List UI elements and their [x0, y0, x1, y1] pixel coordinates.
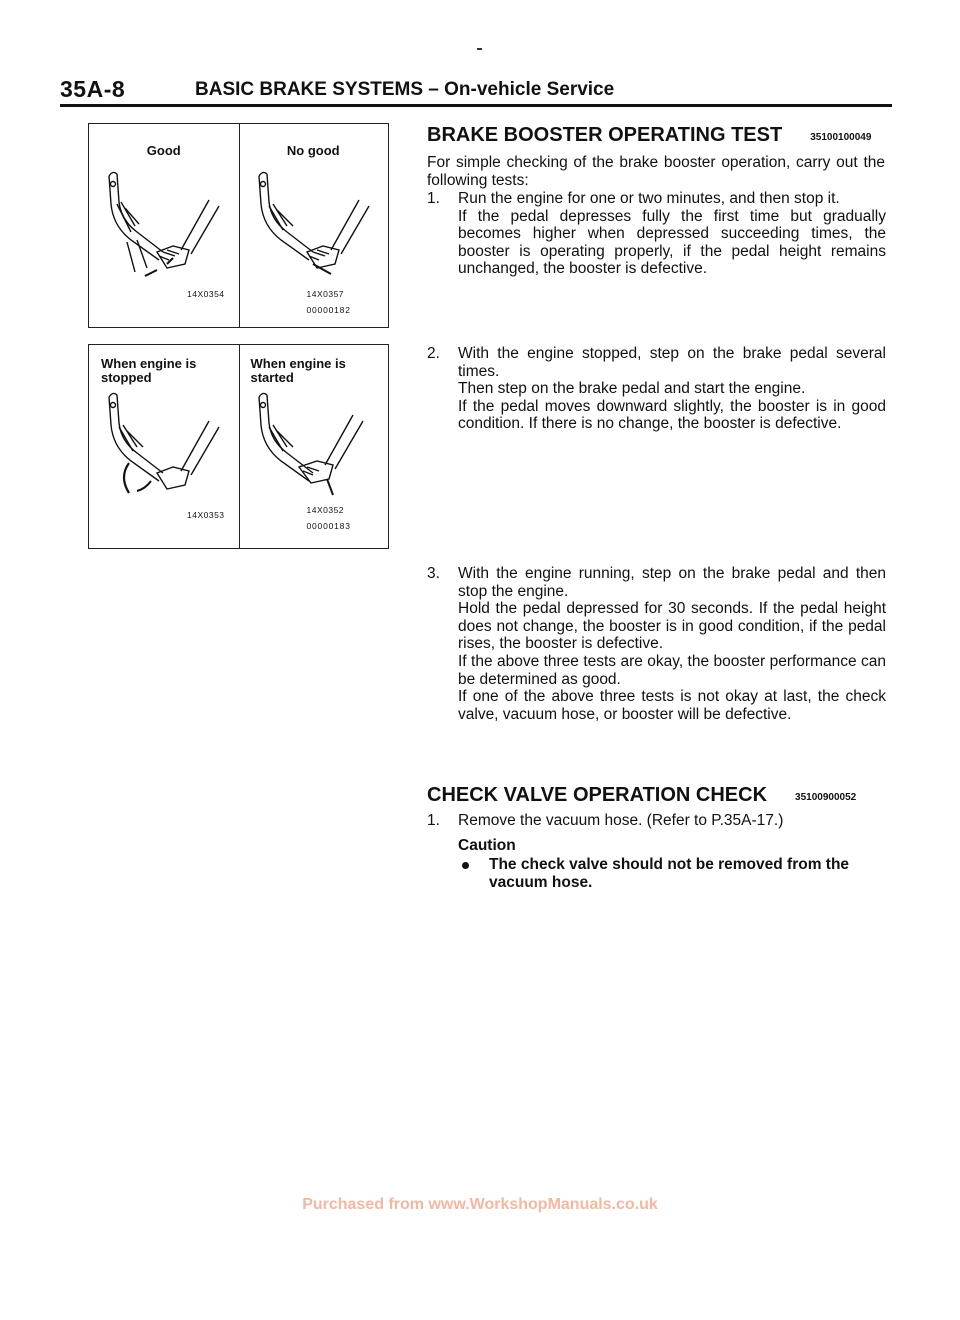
panel-engine-started: [239, 345, 389, 548]
panel-label: When engine is started: [250, 356, 346, 385]
figure-code: 14X0352: [306, 505, 345, 515]
panel-label: When engine is stopped: [101, 356, 197, 385]
panel-no-good: [239, 124, 389, 327]
figure-code-secondary: 00000183: [306, 521, 351, 531]
panel-label: Good: [146, 143, 181, 158]
section-heading-check-valve: CHECK VALVE OPERATION CHECK 35100900052: [427, 784, 857, 806]
figure-code: 14X0354: [187, 289, 225, 299]
panel-good: [89, 124, 239, 327]
section-title: BASIC BRAKE SYSTEMS – On-vehicle Service: [195, 79, 615, 100]
pedal-illustration-icon: [97, 164, 232, 294]
page-header: [60, 76, 890, 106]
pedal-illustration-icon: [97, 385, 232, 515]
reference-number: 35100100049: [810, 132, 872, 143]
figure-code-secondary: 00000182: [306, 305, 351, 315]
section-heading-booster: BRAKE BOOSTER OPERATING TEST 35100100049: [427, 124, 872, 146]
intro-paragraph: For simple checking of the brake booster operation, carry out the following tests:: [427, 154, 885, 189]
pedal-illustration-icon: [247, 164, 382, 294]
caution-label: Caution: [458, 837, 516, 854]
header-rule: [60, 104, 892, 107]
figure-code: 14X0357: [306, 289, 345, 299]
scan-mark: [477, 48, 482, 50]
footer-watermark: Purchased from www.WorkshopManuals.co.uk: [302, 1196, 658, 1213]
panel-label: No good: [286, 143, 340, 158]
figure-engine-state: [88, 344, 389, 549]
figure-good-nogood: [88, 123, 389, 328]
bullet-icon: [462, 862, 469, 869]
page-number: 35A-8: [60, 76, 126, 102]
panel-engine-stopped: [89, 345, 239, 548]
pedal-illustration-icon: [247, 385, 382, 515]
reference-number: 35100900052: [795, 792, 857, 803]
figure-code: 14X0353: [187, 510, 225, 520]
